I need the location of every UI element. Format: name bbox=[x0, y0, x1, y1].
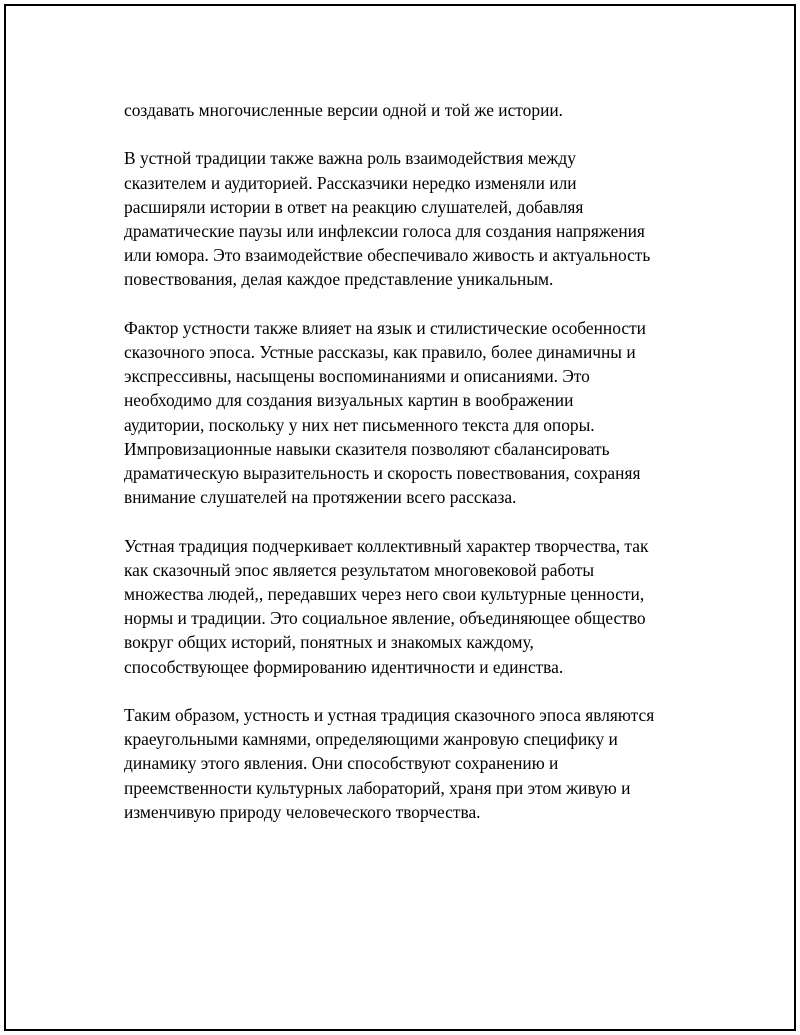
text-line: сказочного эпоса. Устные рассказы, как правило, более динамичны и bbox=[124, 342, 636, 362]
text-line: повествования, делая каждое представление уникальным. bbox=[124, 269, 554, 290]
paragraph-4 bbox=[124, 534, 694, 679]
text-line: драматическую выразительность и скорость повествования, сохраняя bbox=[124, 463, 641, 484]
text-line: краеугольными камнями, определяющими жанровую специфику и bbox=[124, 729, 618, 750]
paragraph-3 bbox=[124, 316, 694, 510]
text-line: преемственности культурных лабораторий, храня при этом живую и bbox=[124, 777, 631, 798]
text-line: множества людей,, передавших через него свои культурные ценности, bbox=[124, 584, 645, 605]
text-line: или юмора. Это взаимодействие обеспечивало живость и актуальность bbox=[124, 245, 651, 266]
text-line: экспрессивны, насыщены воспоминаниями и описаниями. Это bbox=[124, 366, 590, 387]
text-line: В устной традиции также важна роль взаимодействия между bbox=[124, 148, 576, 169]
text-line: создавать многочисленные версии одной и той же истории. bbox=[124, 100, 564, 120]
text-line: нормы и традиции. Это социальное явление, объединяющее общество bbox=[124, 608, 646, 629]
paragraph-5 bbox=[124, 703, 694, 824]
text-line: внимание слушателей на протяжении всего рассказа. bbox=[124, 487, 517, 508]
text-line: аудитории, поскольку у них нет письменного текста для опоры. bbox=[124, 414, 595, 435]
text-line: драматические паузы или инфлексии голоса для создания напряжения bbox=[124, 221, 645, 241]
text-line: расширяли истории в ответ на реакцию слушателей, добавляя bbox=[124, 196, 584, 217]
paragraph-1 bbox=[124, 98, 694, 122]
text-line: Устная традиция подчеркивает коллективный характер творчества, так bbox=[124, 535, 649, 556]
text-line: Импровизационные навыки сказителя позволяют сбалансировать bbox=[124, 438, 610, 459]
text-line: вокруг общих историй, понятных и знакомых каждому, bbox=[124, 632, 534, 653]
page-frame bbox=[4, 4, 796, 1031]
text-line: необходимо для создания визуальных картин в воображении bbox=[124, 390, 574, 411]
document-body bbox=[124, 98, 694, 848]
text-line: Таким образом, устность и устная традиция сказочного эпоса являются bbox=[124, 705, 655, 726]
text-line: как сказочный эпос является результатом многовековой работы bbox=[124, 559, 595, 580]
text-line: сказителем и аудиторией. Рассказчики нередко изменяли или bbox=[124, 172, 577, 193]
text-line: способствующее формированию идентичности и единства. bbox=[124, 656, 564, 677]
text-line: Фактор устности также влияет на язык и стилистические особенности bbox=[124, 317, 646, 338]
paragraph-2 bbox=[124, 146, 694, 291]
text-line: изменчивую природу человеческого творчества. bbox=[124, 801, 481, 822]
text-line: динамику этого явления. Они способствуют сохранению и bbox=[124, 753, 559, 774]
